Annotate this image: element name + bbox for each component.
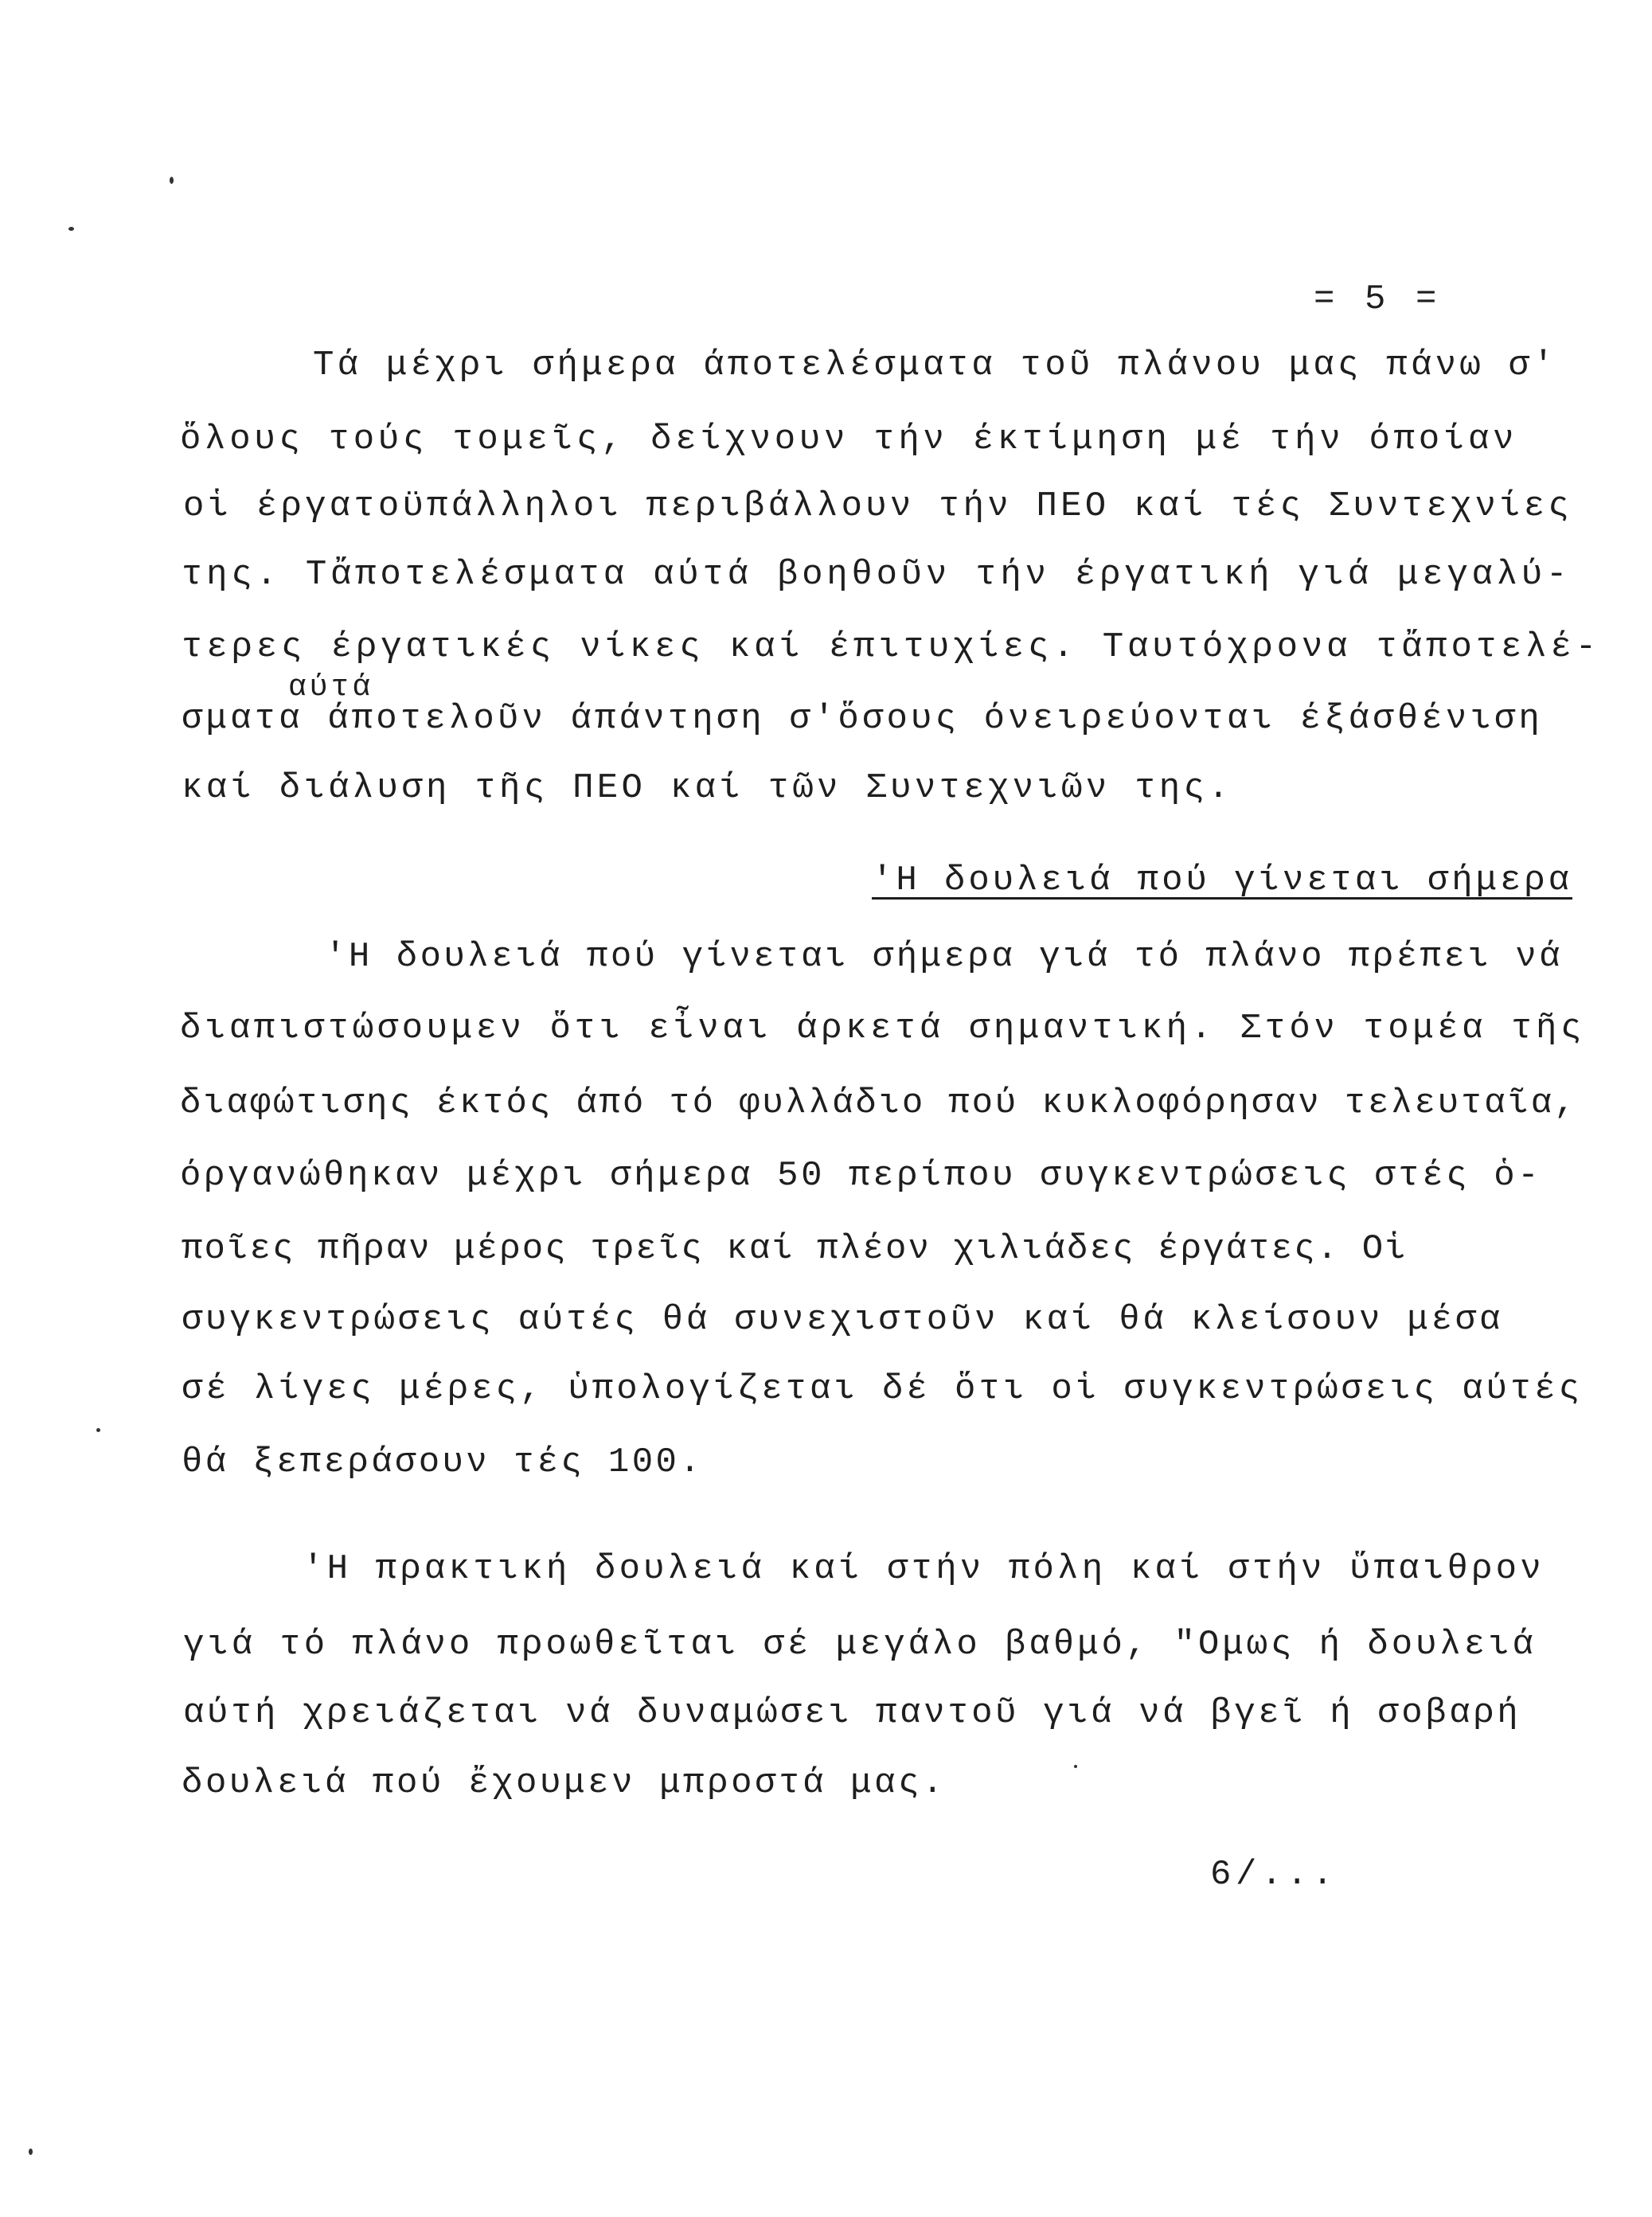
p2-line: σέ λίγες μέρες, ὑπολογίζεται δέ ὅτι οἱ συγκεντρώσεις αύτές: [182, 1369, 1583, 1409]
scan-speck: [29, 2149, 33, 2155]
p3-line: 'Η πρακτική δουλειά καί στήν πόλη καί στήν ὕπαιθρον: [303, 1549, 1545, 1589]
p1-line: σματα άποτελοῦν άπάντηση σ'ὅσους όνειρεύονται έξάσθένιση: [182, 699, 1543, 739]
scan-speck: [170, 177, 174, 184]
continuation-marker: 6/...: [1210, 1855, 1338, 1895]
scan-speck: [96, 1428, 100, 1432]
p2-line: συγκεντρώσεις αύτές θά συνεχιστοῦν καί θά κλείσουν μέσα: [182, 1300, 1504, 1340]
p1-line: Τά μέχρι σήμερα άποτελέσματα τοῦ πλάνου μας πάνω σ': [313, 345, 1557, 385]
p1-line: τερες έργατικές νίκες καί έπιτυχίες. Ταυτόχρονα τἄποτελέ-: [182, 627, 1601, 667]
p2-line: ποῖες πῆραν μέρος τρεῖς καί πλέον χιλιάδες έργάτες. Οἱ: [182, 1229, 1408, 1269]
interlinear-insertion: αύτά: [288, 670, 374, 705]
p3-line: γιά τό πλάνο προωθεῖται σέ μεγάλο βαθμό, "Ομως ή δουλειά: [183, 1625, 1537, 1665]
p2-line: όργανώθηκαν μέχρι σήμερα 50 περίπου συγκεντρώσεις στές ὁ-: [180, 1156, 1542, 1196]
p1-line: της. Τἄποτελέσματα αύτά βοηθοῦν τήν έργατική γιά μεγαλύ-: [182, 555, 1572, 595]
p2-line: διαφώτισης έκτός άπό τό φυλλάδιο πού κυκλοφόρησαν τελευταῖα,: [180, 1083, 1578, 1123]
p2-line: θά ξεπεράσουν τές 100.: [182, 1442, 704, 1482]
section-heading: 'Η δουλειά πού γίνεται σήμερα: [872, 861, 1572, 900]
scan-speck: [68, 227, 74, 231]
page-number-marker: = 5 =: [1314, 279, 1441, 319]
scan-speck: [1074, 1765, 1077, 1768]
p3-line: δουλειά πού ἔχουμεν μπροστά μας.: [182, 1763, 947, 1803]
p1-line: οἱ έργατοϋπάλληλοι περιβάλλουν τήν ΠΕΟ καί τές Συντεχνίες: [183, 486, 1573, 526]
p1-line: ὅλους τούς τομεῖς, δείχνουν τήν έκτίμηση μέ τήν όποίαν: [180, 420, 1518, 459]
p2-line: 'Η δουλειά πού γίνεται σήμερα γιά τό πλάνο πρέπει νά: [325, 937, 1564, 977]
p1-line: καί διάλυση τῆς ΠΕΟ καί τῶν Συντεχνιῶν της.: [182, 768, 1232, 808]
p2-line: διαπιστώσουμεν ὅτι εἶναι άρκετά σημαντική. Στόν τομέα τῆς: [180, 1009, 1585, 1048]
p3-line: αύτή χρειάζεται νά δυναμώσει παντοῦ γιά νά βγεῖ ή σοβαρή: [183, 1693, 1521, 1733]
